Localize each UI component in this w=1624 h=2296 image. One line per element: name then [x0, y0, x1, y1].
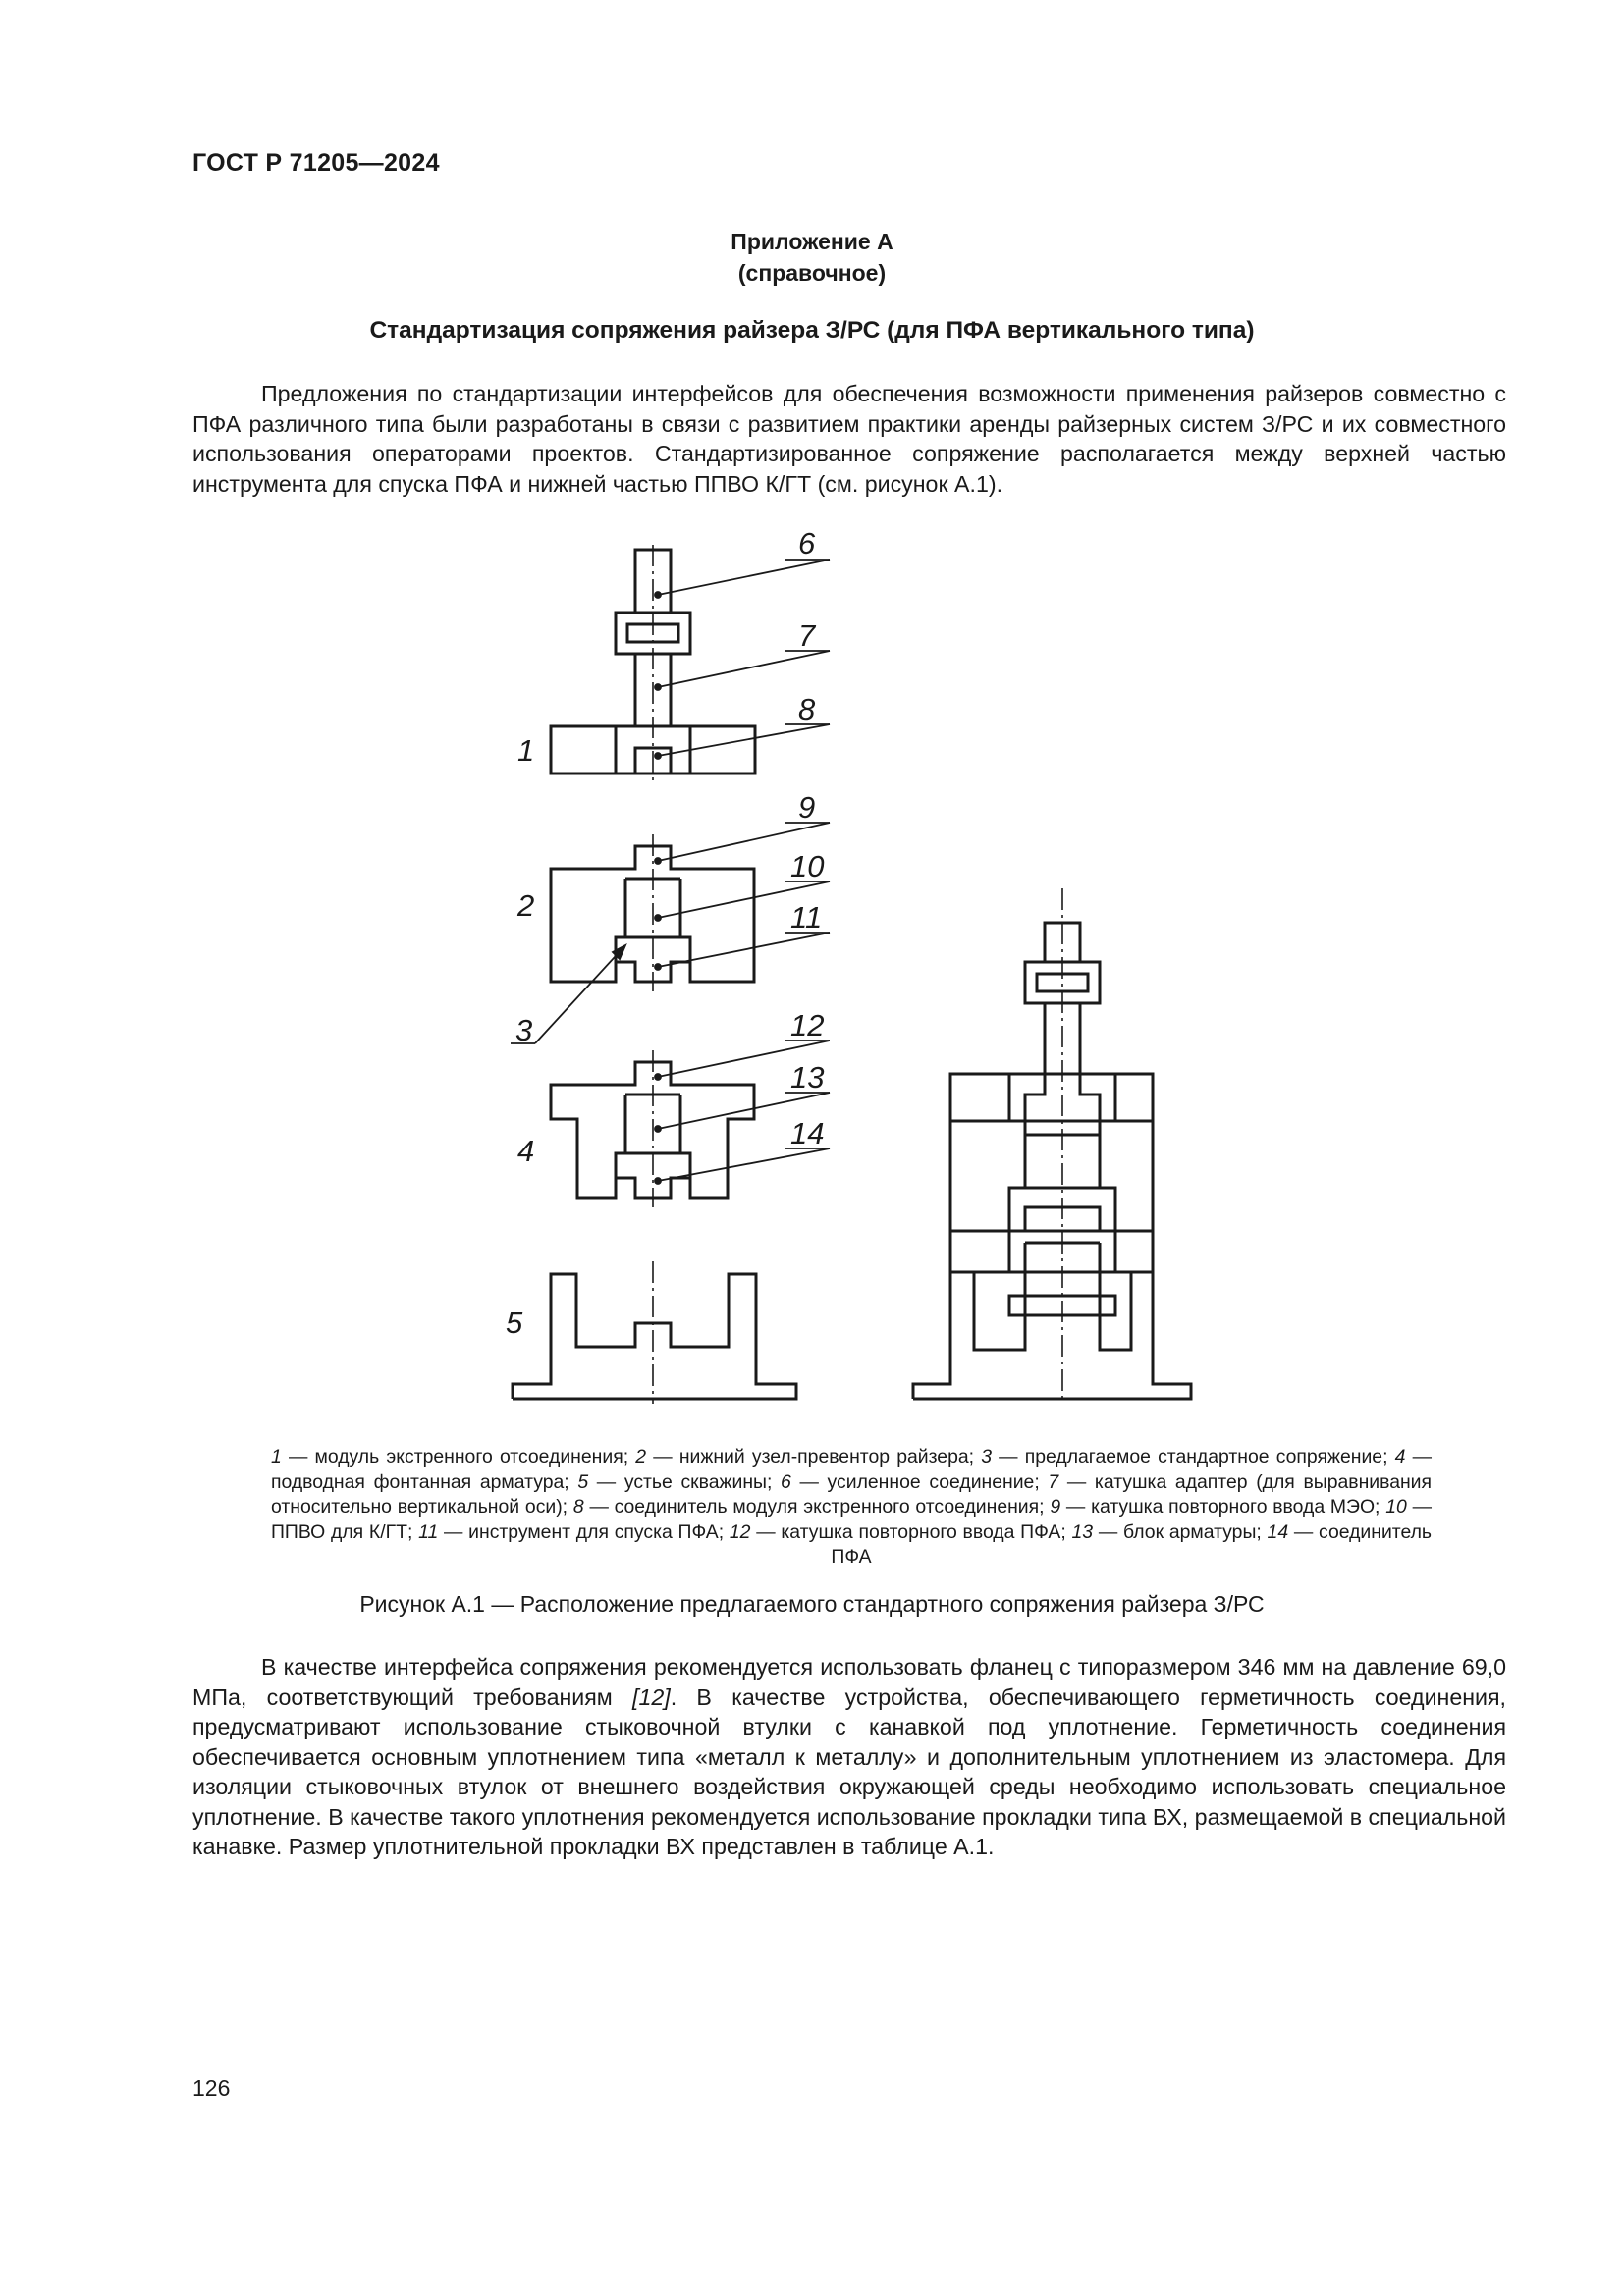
legend-item: 10 — ППВО для К/ГТ; [271, 1496, 1432, 1543]
legend-item: 14 — соединитель ПФА [831, 1521, 1433, 1568]
callout-7: 7 [798, 618, 816, 653]
callout-3: 3 [515, 1013, 533, 1047]
callout-14: 14 [790, 1116, 825, 1150]
assembled-stack [913, 923, 1191, 1399]
paragraph-interface: В качестве интерфейса сопряжения рекомендуется использовать фланец с типоразмером 346 мм на давление 69,0 МПа, соответствующий требованиям [12]. В качестве устройства, обеспечивающего герметичность соединения, предусматривают использование стыковочной втулки с канавкой под уплотнение. Герметичность соединения обеспечивается основным уплотнением типа «металл к металлу» и дополнительным уплотнением из эластомера. Для изоляции стыковочных втулок от внешнего воздействия окружающей среды необходимо использовать специальное уплотнение. В качестве такого уплотнения рекомендуется использование прокладки типа ВХ, размещаемой в специальной канавке. Размер уплотнительной прокладки ВХ представлен в таблице А.1. [192, 1654, 1506, 1859]
callout-1: 1 [517, 733, 535, 768]
callout-10: 10 [790, 849, 825, 883]
legend-item: 1 — модуль экстренного отсоединения; [271, 1446, 636, 1468]
legend-item: 3 — предлагаемое стандартное сопряжение; [981, 1446, 1395, 1468]
annex-subtitle: (справочное) [737, 260, 887, 286]
legend-item: 7 — катушка адаптер (для выравнивания относительно вертикальной оси); [271, 1470, 1433, 1518]
component-5-wellhead [513, 1274, 796, 1399]
legend-item: 11 — инструмент для спуска ПФА; [418, 1521, 730, 1543]
page-number: 126 [192, 2075, 231, 2101]
legend-item: 4 — подводная фонтанная арматура; [271, 1446, 1433, 1493]
legend-item: 6 — усиленное соединение; [781, 1470, 1049, 1493]
callout-2: 2 [517, 888, 535, 923]
annex-heading [0, 226, 1624, 289]
section-title: Стандартизация сопряжения райзера З/РС (для ПФА вертикального типа) [369, 317, 1255, 344]
legend-item: 13 — блок арматуры; [1071, 1521, 1268, 1543]
figure-legend [271, 1445, 1432, 1571]
figure-caption: Рисунок А.1 — Расположение предлагаемого стандартного сопряжения райзера З/РС [359, 1591, 1265, 1617]
callout-4: 4 [517, 1134, 535, 1168]
legend-item: 5 — устье скважины; [577, 1470, 782, 1493]
callout-5: 5 [506, 1306, 523, 1340]
legend-item: 9 — катушка повторного ввода МЭО; [1050, 1496, 1386, 1518]
reference-link: [12] [632, 1683, 671, 1710]
legend-item: 8 — соединитель модуля экстренного отсоединения; [572, 1496, 1051, 1518]
legend-item: 12 — катушка повторного ввода ПФА; [729, 1521, 1072, 1543]
figure-a1-drawing [481, 530, 1227, 1414]
annex-title: Приложение А [731, 229, 893, 254]
callout-8: 8 [798, 692, 816, 726]
callout-13: 13 [790, 1060, 825, 1095]
paragraph-intro: Предложения по стандартизации интерфейсов для обеспечения возможности применения райзеров совместно с ПФА различного типа были разработаны в связи с развитием практики аренды райзерных систем З/РС и их совместного использования операторами проектов. Стандартизированное сопряжение располагается между верхней частью инструмента для спуска ПФА и нижней частью ППВО К/ГТ (см. рисунок А.1). [192, 381, 1506, 497]
callout-9: 9 [798, 790, 816, 825]
callout-6: 6 [798, 530, 816, 561]
document-header: ГОСТ Р 71205—2024 [192, 149, 440, 177]
legend-item: 2 — нижний узел-превентор райзера; [635, 1446, 982, 1468]
callout-12: 12 [790, 1008, 825, 1042]
callout-11: 11 [790, 900, 823, 934]
